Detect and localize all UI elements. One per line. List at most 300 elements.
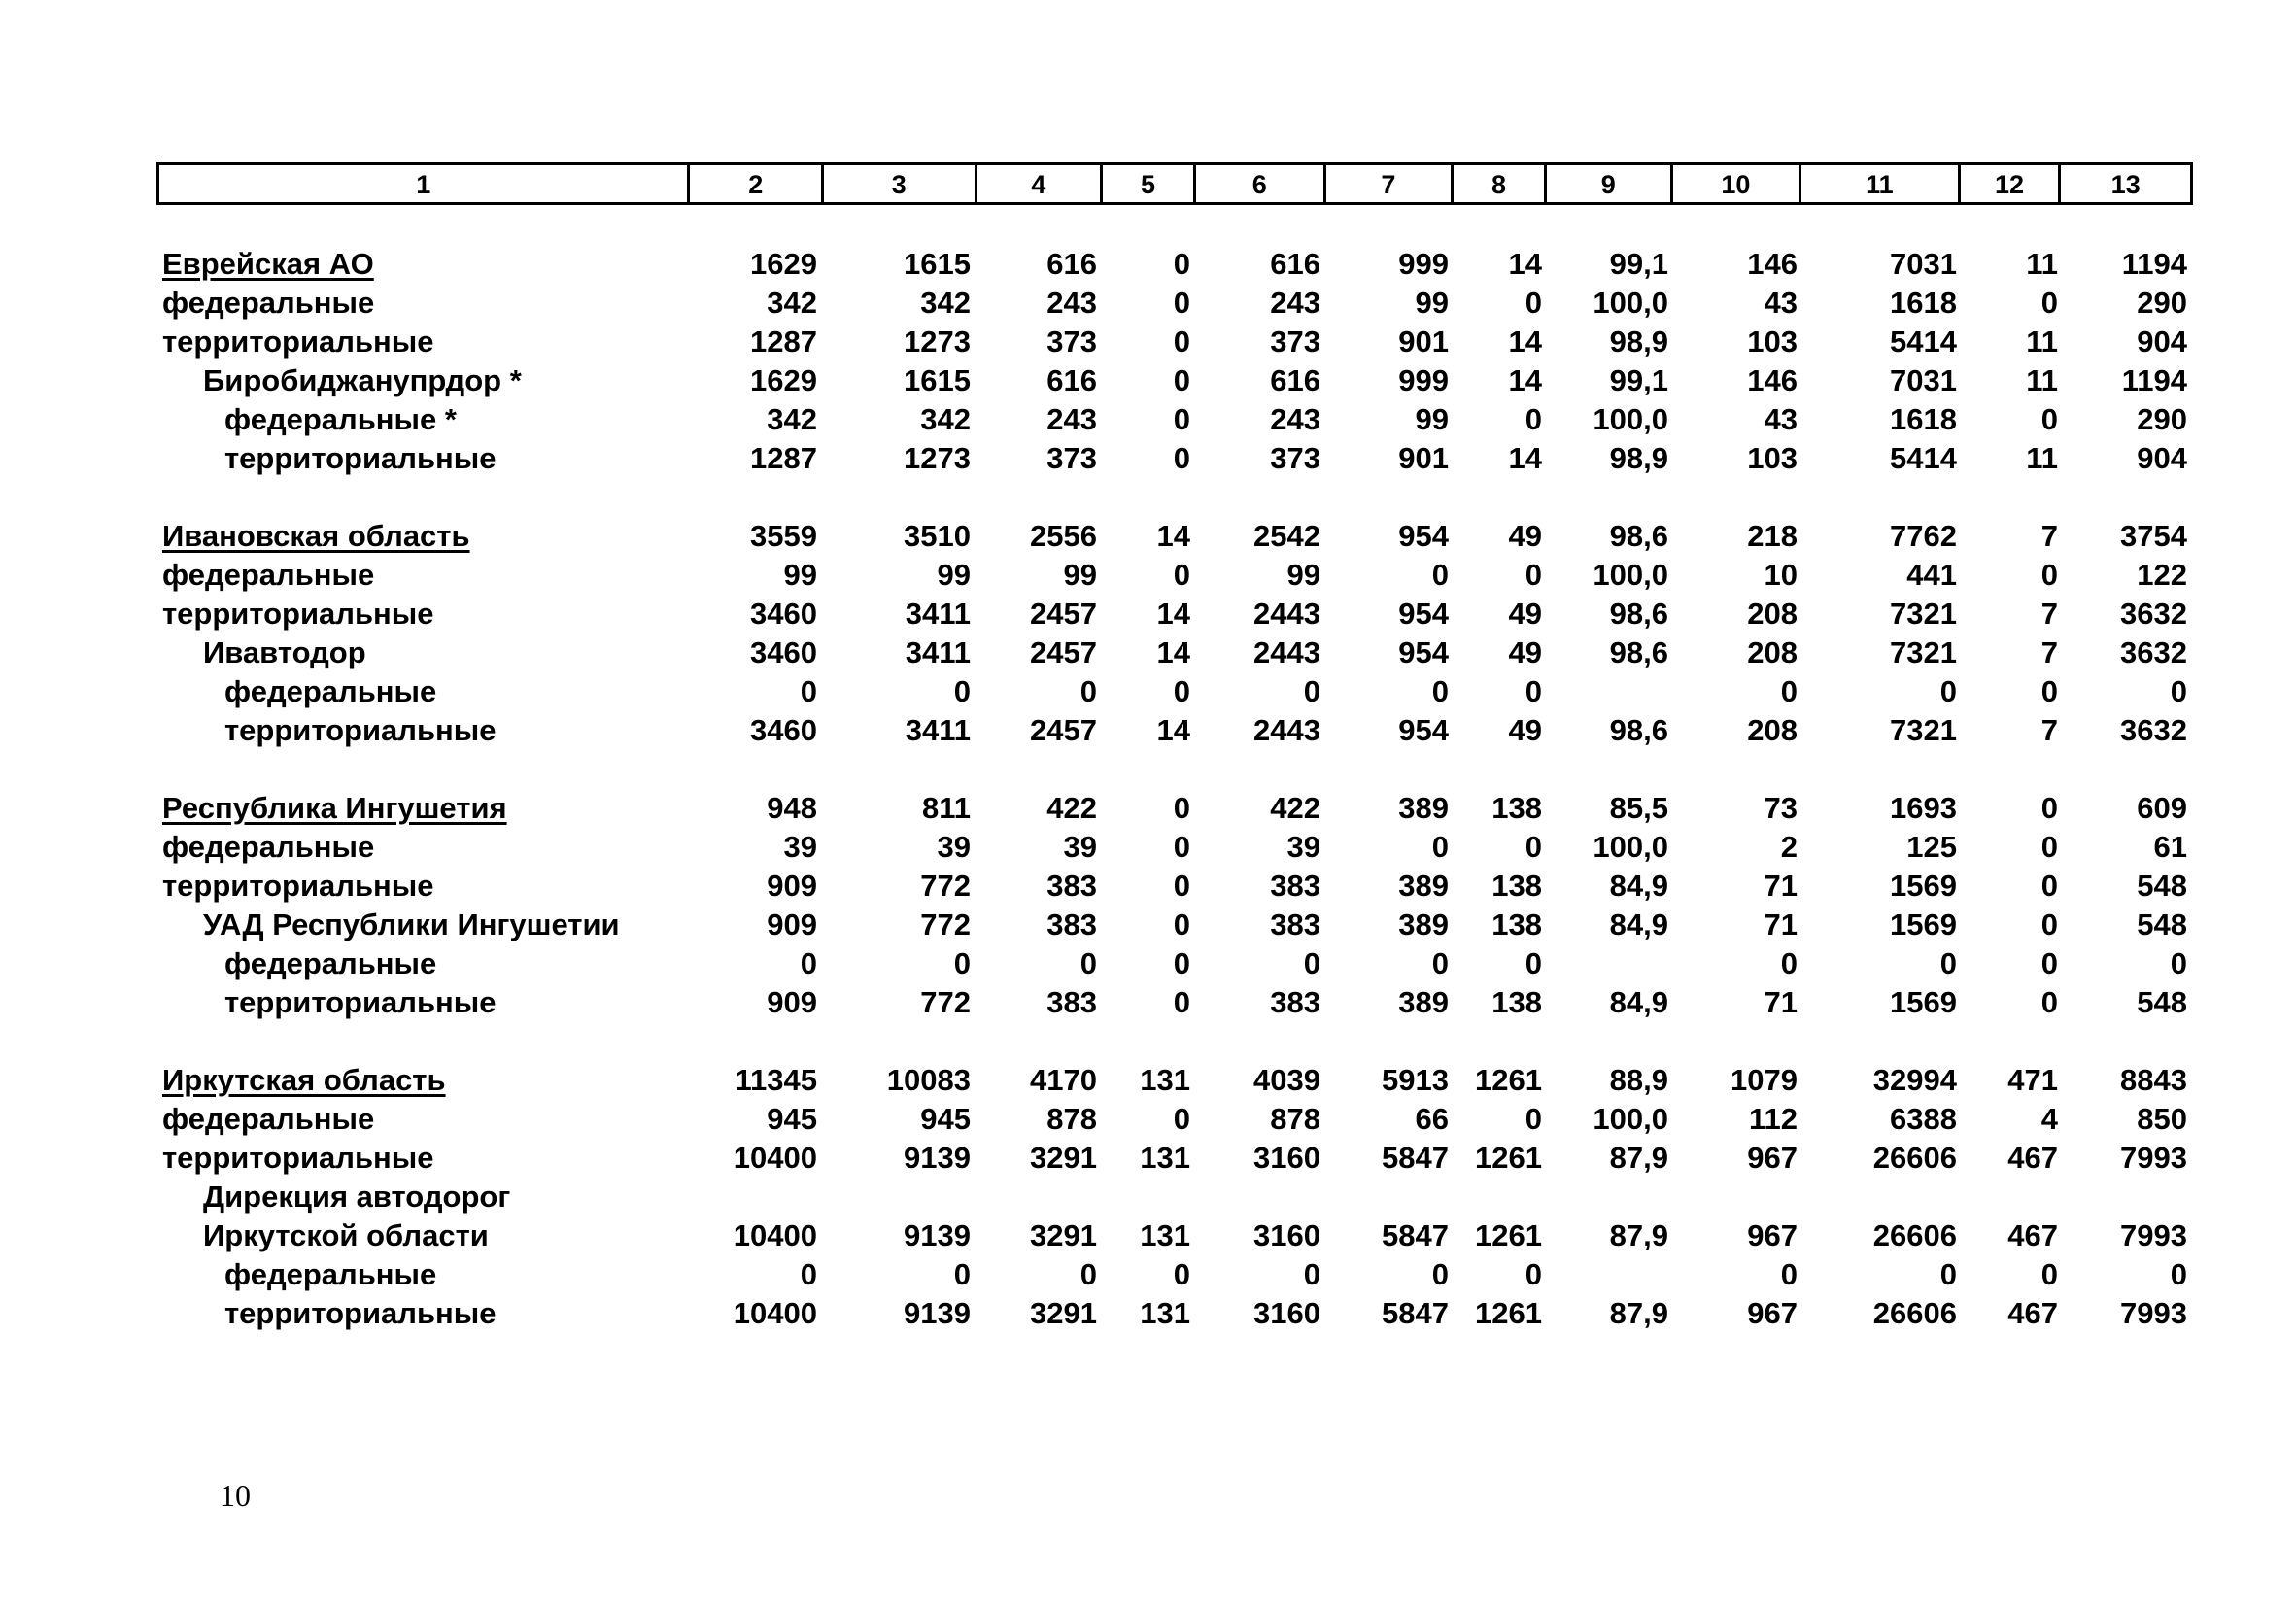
row-label-text: территориальные (162, 325, 434, 359)
value-cell-col-12: 11 (2026, 325, 2058, 359)
header-cell-12: 12 (1961, 165, 2062, 202)
value-cell-col-7: 954 (1398, 597, 1449, 631)
value-cell-col-9: 99,1 (1609, 363, 1668, 397)
value-cell-col-6: 2443 (1253, 635, 1320, 669)
value-cell-col-3: 10083 (886, 1063, 971, 1097)
value-cell-col-3: 39 (937, 830, 971, 864)
table-body (156, 245, 2193, 1333)
value-cell-col-13: 7993 (2120, 1141, 2187, 1175)
value-cell-col-7: 66 (1415, 1102, 1449, 1136)
value-cell-col-6: 3160 (1253, 1218, 1320, 1252)
value-cell-col-3: 1615 (904, 363, 971, 397)
value-cell-col-11: 7031 (1890, 363, 1957, 397)
value-cell-col-2: 909 (767, 985, 817, 1019)
value-cell-col-6: 0 (1303, 946, 1320, 980)
value-cell-col-10: 146 (1747, 247, 1798, 281)
value-cell-col-10: 71 (1764, 869, 1798, 903)
value-cell-col-13: 904 (2137, 325, 2187, 359)
value-cell-col-9: 98,9 (1609, 325, 1668, 359)
row-label-text: федеральные (224, 946, 437, 980)
value-cell-col-12: 7 (2040, 713, 2058, 747)
value-cell-col-5: 14 (1156, 597, 1190, 631)
value-cell-col-2: 3460 (750, 597, 817, 631)
value-cell-col-10: 43 (1764, 402, 1798, 436)
value-cell-col-10: 71 (1764, 985, 1798, 1019)
table-row (156, 867, 2193, 906)
value-cell-col-5: 0 (1173, 363, 1190, 397)
table-row (156, 1255, 2193, 1294)
value-cell-col-2: 39 (783, 830, 817, 864)
value-cell-col-4: 373 (1046, 441, 1097, 475)
value-cell-col-3: 9139 (904, 1141, 971, 1175)
row-label-text: территориальные (224, 713, 497, 747)
value-cell-col-2: 342 (767, 402, 817, 436)
value-cell-col-10: 967 (1747, 1296, 1798, 1330)
value-cell-col-9: 100,0 (1593, 402, 1668, 436)
value-cell-col-6: 4039 (1253, 1063, 1320, 1097)
value-cell-col-4: 243 (1046, 402, 1097, 436)
row-label-text: Иркутская область (162, 1063, 446, 1097)
header-cell-6: 6 (1196, 165, 1326, 202)
value-cell-col-5: 0 (1173, 1102, 1190, 1136)
value-cell-col-13: 548 (2137, 869, 2187, 903)
value-cell-col-4: 39 (1063, 830, 1097, 864)
value-cell-col-7: 0 (1431, 558, 1449, 592)
value-cell-col-6: 878 (1270, 1102, 1320, 1136)
table-row (156, 1100, 2193, 1139)
value-cell-col-11: 5414 (1890, 325, 1957, 359)
value-cell-col-8: 138 (1491, 985, 1542, 1019)
row-label (156, 1218, 689, 1253)
value-cell-col-10: 1079 (1731, 1063, 1798, 1097)
value-cell-col-7: 954 (1398, 519, 1449, 553)
value-cell-col-3: 1273 (904, 325, 971, 359)
row-label-text: территориальные (224, 1296, 497, 1330)
table-row (156, 672, 2193, 711)
value-cell-col-8: 49 (1508, 597, 1542, 631)
value-cell-col-12: 467 (2007, 1296, 2058, 1330)
value-cell-col-5: 0 (1173, 674, 1190, 708)
value-cell-col-5: 131 (1140, 1296, 1190, 1330)
value-cell-col-12: 7 (2040, 597, 2058, 631)
value-cell-col-6: 0 (1303, 674, 1320, 708)
value-cell-col-13: 0 (2170, 946, 2187, 980)
value-cell-col-2: 945 (767, 1102, 817, 1136)
header-cell-3: 3 (824, 165, 977, 202)
value-cell-col-5: 0 (1173, 1257, 1190, 1291)
value-cell-col-4: 0 (1079, 674, 1097, 708)
value-cell-col-11: 7762 (1890, 519, 1957, 553)
row-label (156, 247, 689, 282)
value-cell-col-7: 389 (1398, 869, 1449, 903)
value-cell-col-5: 0 (1173, 869, 1190, 903)
header-cell-8: 8 (1454, 165, 1547, 202)
value-cell-col-7: 389 (1398, 985, 1449, 1019)
value-cell-col-12: 11 (2026, 441, 2058, 475)
value-cell-col-8: 49 (1508, 519, 1542, 553)
value-cell-col-7: 954 (1398, 713, 1449, 747)
row-label (156, 907, 689, 942)
value-cell-col-8: 0 (1525, 1257, 1542, 1291)
row-label-text: федеральные (162, 558, 375, 592)
value-cell-col-3: 772 (920, 985, 971, 1019)
value-cell-col-3: 9139 (904, 1296, 971, 1330)
row-label (156, 985, 689, 1020)
value-cell-col-4: 383 (1046, 907, 1097, 941)
value-cell-col-12: 4 (2040, 1102, 2058, 1136)
row-label (156, 946, 689, 981)
value-cell-col-3: 0 (953, 946, 971, 980)
row-label (156, 1180, 689, 1215)
value-cell-col-8: 0 (1525, 286, 1542, 320)
table-row (156, 944, 2193, 983)
table-row (156, 323, 2193, 361)
value-cell-col-12: 0 (2040, 791, 2058, 825)
row-label (156, 1102, 689, 1137)
value-cell-col-13: 122 (2137, 558, 2187, 592)
value-cell-col-9: 87,9 (1609, 1296, 1668, 1330)
value-cell-col-3: 945 (920, 1102, 971, 1136)
row-label-text: УАД Республики Ингушетии (203, 907, 620, 941)
value-cell-col-12: 0 (2040, 286, 2058, 320)
value-cell-col-13: 3754 (2120, 519, 2187, 553)
value-cell-col-2: 3460 (750, 713, 817, 747)
value-cell-col-9: 87,9 (1609, 1218, 1668, 1252)
value-cell-col-7: 954 (1398, 635, 1449, 669)
value-cell-col-13: 3632 (2120, 597, 2187, 631)
table-row (156, 556, 2193, 595)
table-row (156, 1139, 2193, 1178)
table-row (156, 284, 2193, 323)
value-cell-col-2: 0 (800, 946, 817, 980)
value-cell-col-3: 3411 (905, 635, 971, 669)
value-cell-col-12: 0 (2040, 985, 2058, 1019)
value-cell-col-3: 3411 (905, 713, 971, 747)
value-cell-col-3: 342 (920, 286, 971, 320)
table-row (156, 828, 2193, 867)
value-cell-col-12: 0 (2040, 1257, 2058, 1291)
value-cell-col-5: 0 (1173, 247, 1190, 281)
value-cell-col-5: 131 (1140, 1141, 1190, 1175)
value-cell-col-8: 14 (1508, 325, 1542, 359)
row-label-text: территориальные (162, 1141, 434, 1175)
value-cell-col-2: 342 (767, 286, 817, 320)
value-cell-col-13: 1194 (2121, 247, 2187, 281)
value-cell-col-12: 0 (2040, 869, 2058, 903)
value-cell-col-4: 0 (1079, 946, 1097, 980)
value-cell-col-2: 1287 (750, 325, 817, 359)
row-label (156, 286, 689, 321)
value-cell-col-11: 125 (1906, 830, 1957, 864)
value-cell-col-5: 0 (1173, 441, 1190, 475)
header-cell-1: 1 (159, 165, 690, 202)
value-cell-col-8: 1261 (1475, 1141, 1542, 1175)
row-label (156, 1063, 689, 1098)
table-row (156, 633, 2193, 672)
row-label (156, 830, 689, 865)
value-cell-col-12: 471 (2007, 1063, 2058, 1097)
value-cell-col-13: 290 (2137, 286, 2187, 320)
value-cell-col-4: 2457 (1030, 597, 1097, 631)
page-number: 10 (220, 1478, 251, 1513)
value-cell-col-8: 138 (1491, 907, 1542, 941)
value-cell-col-7: 0 (1431, 674, 1449, 708)
value-cell-col-7: 999 (1398, 363, 1449, 397)
value-cell-col-9: 88,9 (1609, 1063, 1668, 1097)
value-cell-col-6: 383 (1270, 985, 1320, 1019)
value-cell-col-10: 208 (1747, 597, 1798, 631)
table-row (156, 400, 2193, 439)
value-cell-col-9: 87,9 (1609, 1141, 1668, 1175)
value-cell-col-13: 609 (2137, 791, 2187, 825)
row-label-text: Дирекция автодорог (203, 1180, 511, 1214)
value-cell-col-9: 98,6 (1609, 519, 1668, 553)
value-cell-col-11: 0 (1939, 674, 1957, 708)
value-cell-col-11: 441 (1906, 558, 1957, 592)
value-cell-col-4: 3291 (1030, 1218, 1097, 1252)
value-cell-col-8: 0 (1525, 674, 1542, 708)
value-cell-col-13: 1194 (2121, 363, 2187, 397)
value-cell-col-12: 11 (2026, 363, 2058, 397)
value-cell-col-2: 3460 (750, 635, 817, 669)
table-row (156, 1294, 2193, 1333)
value-cell-col-13: 3632 (2120, 635, 2187, 669)
value-cell-col-12: 0 (2040, 558, 2058, 592)
value-cell-col-9: 84,9 (1609, 869, 1668, 903)
value-cell-col-6: 99 (1286, 558, 1320, 592)
value-cell-col-10: 112 (1748, 1102, 1798, 1136)
value-cell-col-11: 1569 (1890, 907, 1957, 941)
value-cell-col-7: 0 (1431, 1257, 1449, 1291)
value-cell-col-10: 73 (1764, 791, 1798, 825)
value-cell-col-10: 218 (1747, 519, 1798, 553)
value-cell-col-12: 0 (2040, 907, 2058, 941)
value-cell-col-7: 0 (1431, 946, 1449, 980)
value-cell-col-6: 383 (1270, 907, 1320, 941)
table-row (156, 983, 2193, 1022)
value-cell-col-8: 0 (1525, 946, 1542, 980)
value-cell-col-7: 5913 (1382, 1063, 1449, 1097)
value-cell-col-9: 98,9 (1609, 441, 1668, 475)
value-cell-col-10: 0 (1780, 1257, 1798, 1291)
value-cell-col-11: 6388 (1890, 1102, 1957, 1136)
value-cell-col-5: 131 (1140, 1063, 1190, 1097)
value-cell-col-2: 3559 (750, 519, 817, 553)
value-cell-col-11: 7321 (1890, 713, 1957, 747)
table-row (156, 711, 2193, 750)
row-label-text: Биробиджанупрдор * (203, 363, 522, 397)
value-cell-col-2: 1287 (750, 441, 817, 475)
value-cell-col-3: 9139 (904, 1218, 971, 1252)
row-label-text: территориальные (162, 869, 434, 903)
header-cell-5: 5 (1103, 165, 1196, 202)
value-cell-col-6: 616 (1270, 247, 1320, 281)
value-cell-col-6: 243 (1270, 286, 1320, 320)
value-cell-col-2: 1629 (750, 363, 817, 397)
value-cell-col-7: 5847 (1382, 1141, 1449, 1175)
value-cell-col-4: 383 (1046, 985, 1097, 1019)
value-cell-col-10: 43 (1764, 286, 1798, 320)
value-cell-col-8: 138 (1491, 791, 1542, 825)
row-label-text: Республика Ингушетия (162, 791, 507, 825)
row-label (156, 441, 689, 476)
row-label (156, 558, 689, 593)
value-cell-col-3: 99 (937, 558, 971, 592)
value-cell-col-6: 3160 (1253, 1296, 1320, 1330)
value-cell-col-10: 208 (1747, 635, 1798, 669)
value-cell-col-8: 0 (1525, 558, 1542, 592)
value-cell-col-5: 131 (1140, 1218, 1190, 1252)
value-cell-col-6: 383 (1270, 869, 1320, 903)
header-cell-2: 2 (690, 165, 824, 202)
value-cell-col-7: 99 (1415, 286, 1449, 320)
value-cell-col-2: 11345 (735, 1063, 817, 1097)
value-cell-col-4: 0 (1079, 1257, 1097, 1291)
header-cell-11: 11 (1801, 165, 1961, 202)
table-row (156, 1178, 2193, 1216)
value-cell-col-5: 0 (1173, 402, 1190, 436)
value-cell-col-7: 389 (1398, 791, 1449, 825)
value-cell-col-8: 14 (1508, 247, 1542, 281)
value-cell-col-2: 909 (767, 907, 817, 941)
value-cell-col-4: 878 (1046, 1102, 1097, 1136)
value-cell-col-6: 243 (1270, 402, 1320, 436)
row-label (156, 1296, 689, 1331)
value-cell-col-9: 84,9 (1609, 985, 1668, 1019)
row-label-text: территориальные (162, 597, 434, 631)
row-label (156, 597, 689, 632)
row-label-text: Еврейская АО (162, 247, 374, 281)
row-label-text: федеральные (162, 830, 375, 864)
value-cell-col-4: 3291 (1030, 1296, 1097, 1330)
value-cell-col-4: 616 (1046, 247, 1097, 281)
value-cell-col-11: 7031 (1890, 247, 1957, 281)
row-label (156, 402, 689, 437)
value-cell-col-5: 14 (1156, 713, 1190, 747)
value-cell-col-12: 0 (2040, 830, 2058, 864)
value-cell-col-11: 7321 (1890, 597, 1957, 631)
value-cell-col-2: 0 (800, 674, 817, 708)
value-cell-col-3: 0 (953, 674, 971, 708)
row-label-text: федеральные (224, 674, 437, 708)
table-row (156, 517, 2193, 556)
value-cell-col-6: 2443 (1253, 713, 1320, 747)
row-label (156, 791, 689, 826)
row-label-text: федеральные (224, 1257, 437, 1291)
value-cell-col-5: 0 (1173, 325, 1190, 359)
value-cell-col-13: 904 (2137, 441, 2187, 475)
value-cell-col-4: 2457 (1030, 713, 1097, 747)
row-label (156, 1141, 689, 1176)
table-row (156, 245, 2193, 284)
value-cell-col-4: 2457 (1030, 635, 1097, 669)
value-cell-col-10: 0 (1780, 946, 1798, 980)
value-cell-col-9: 98,6 (1609, 635, 1668, 669)
value-cell-col-2: 948 (767, 791, 817, 825)
value-cell-col-13: 7993 (2120, 1296, 2187, 1330)
value-cell-col-9: 100,0 (1593, 1102, 1668, 1136)
value-cell-col-11: 26606 (1872, 1296, 1957, 1330)
table-row (156, 1216, 2193, 1255)
value-cell-col-8: 0 (1525, 402, 1542, 436)
value-cell-col-6: 373 (1270, 325, 1320, 359)
value-cell-col-3: 342 (920, 402, 971, 436)
value-cell-col-11: 5414 (1890, 441, 1957, 475)
value-cell-col-5: 0 (1173, 286, 1190, 320)
value-cell-col-13: 8843 (2120, 1063, 2187, 1097)
value-cell-col-5: 0 (1173, 985, 1190, 1019)
value-cell-col-11: 1569 (1890, 869, 1957, 903)
value-cell-col-4: 616 (1046, 363, 1097, 397)
header-cell-4: 4 (977, 165, 1104, 202)
value-cell-col-6: 39 (1286, 830, 1320, 864)
column-number-header (156, 162, 2193, 205)
value-cell-col-5: 0 (1173, 791, 1190, 825)
value-cell-col-2: 10400 (733, 1296, 817, 1330)
value-cell-col-13: 3632 (2120, 713, 2187, 747)
row-label (156, 1257, 689, 1292)
value-cell-col-12: 0 (2040, 674, 2058, 708)
value-cell-col-10: 2 (1780, 830, 1798, 864)
value-cell-col-3: 1615 (904, 247, 971, 281)
value-cell-col-6: 422 (1270, 791, 1320, 825)
value-cell-col-11: 0 (1939, 1257, 1957, 1291)
header-cell-9: 9 (1547, 165, 1673, 202)
value-cell-col-9: 85,5 (1609, 791, 1668, 825)
header-cell-10: 10 (1673, 165, 1802, 202)
value-cell-col-10: 208 (1747, 713, 1798, 747)
value-cell-col-12: 467 (2007, 1141, 2058, 1175)
value-cell-col-13: 548 (2137, 907, 2187, 941)
value-cell-col-7: 389 (1398, 907, 1449, 941)
value-cell-col-4: 2556 (1030, 519, 1097, 553)
table-row (156, 1061, 2193, 1100)
value-cell-col-2: 99 (783, 558, 817, 592)
value-cell-col-2: 10400 (733, 1218, 817, 1252)
value-cell-col-8: 14 (1508, 441, 1542, 475)
value-cell-col-7: 999 (1398, 247, 1449, 281)
value-cell-col-7: 5847 (1382, 1218, 1449, 1252)
row-label-text: территориальные (224, 441, 497, 475)
value-cell-col-12: 467 (2007, 1218, 2058, 1252)
value-cell-col-4: 99 (1063, 558, 1097, 592)
value-cell-col-11: 26606 (1872, 1141, 1957, 1175)
table-row (156, 361, 2193, 400)
value-cell-col-4: 373 (1046, 325, 1097, 359)
value-cell-col-7: 901 (1398, 325, 1449, 359)
value-cell-col-11: 1693 (1890, 791, 1957, 825)
value-cell-col-11: 0 (1939, 946, 1957, 980)
value-cell-col-10: 967 (1747, 1141, 1798, 1175)
value-cell-col-11: 1569 (1890, 985, 1957, 1019)
row-label (156, 869, 689, 904)
value-cell-col-9: 100,0 (1593, 286, 1668, 320)
row-label-text: Ивавтодор (203, 635, 366, 669)
value-cell-col-3: 3411 (905, 597, 971, 631)
value-cell-col-11: 26606 (1872, 1218, 1957, 1252)
value-cell-col-11: 32994 (1872, 1063, 1957, 1097)
value-cell-col-7: 99 (1415, 402, 1449, 436)
value-cell-col-8: 49 (1508, 713, 1542, 747)
value-cell-col-2: 909 (767, 869, 817, 903)
value-cell-col-10: 146 (1747, 363, 1798, 397)
table-row (156, 439, 2193, 478)
value-cell-col-11: 1618 (1890, 402, 1957, 436)
value-cell-col-3: 0 (953, 1257, 971, 1291)
value-cell-col-13: 0 (2170, 674, 2187, 708)
value-cell-col-6: 616 (1270, 363, 1320, 397)
value-cell-col-8: 0 (1525, 830, 1542, 864)
